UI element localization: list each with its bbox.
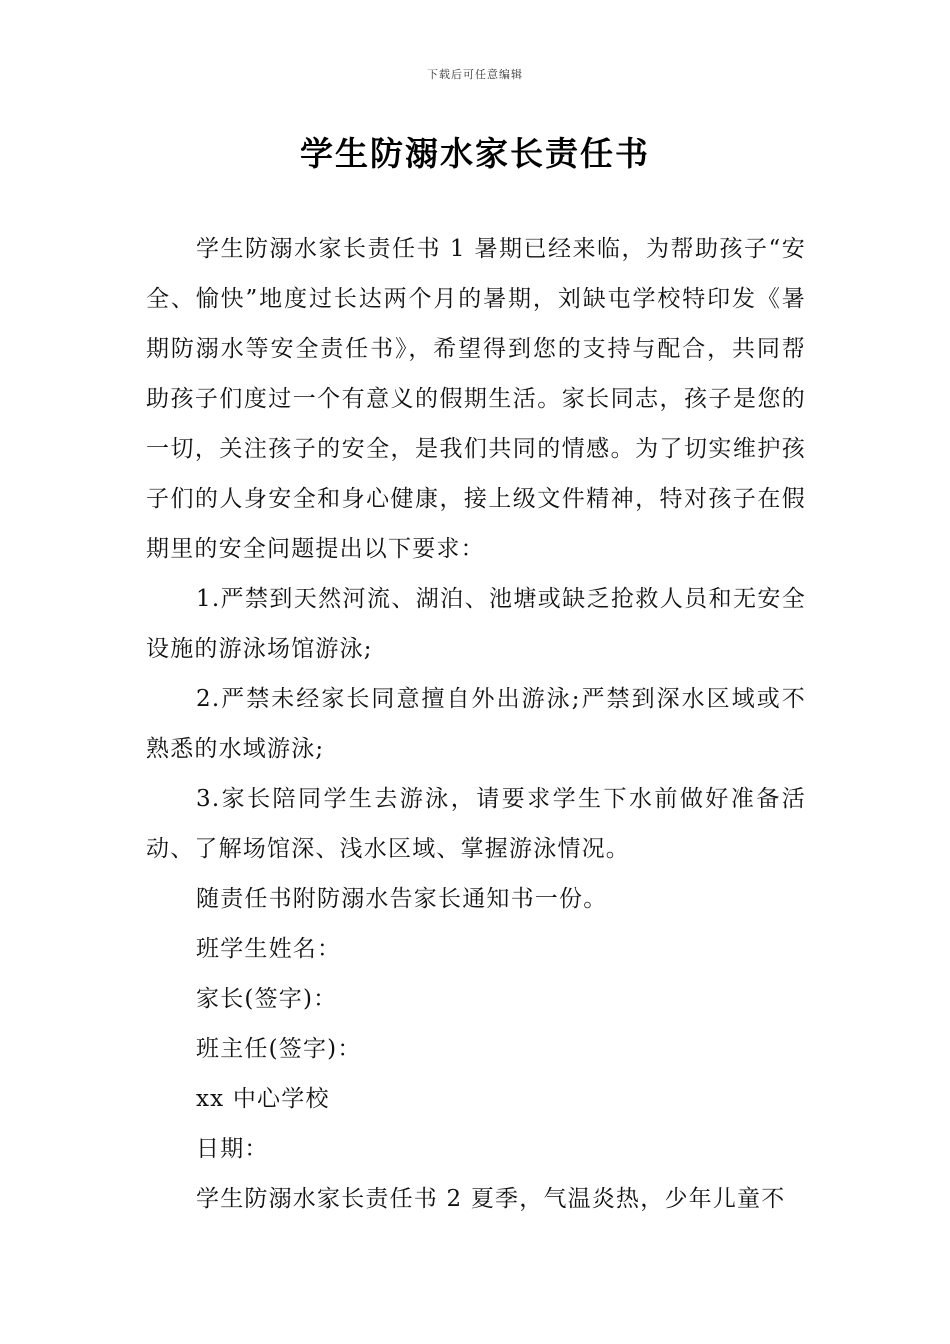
parent-signature-line: 家长(签字)： bbox=[196, 986, 338, 1012]
paragraph-rule-2: 2.严禁未经家长同意擅自外出游泳;严禁到深水区域或不熟悉的水域游泳; bbox=[146, 686, 806, 762]
student-name-line: 班学生姓名： bbox=[196, 936, 342, 962]
document-body bbox=[146, 224, 806, 1224]
paragraph-second-letter: 学生防溺水家长责任书 2 夏季，气温炎热，少年儿童不 bbox=[196, 1186, 786, 1212]
teacher-signature-line: 班主任(签字)： bbox=[196, 1036, 362, 1062]
header-note: 下载后可任意编辑 bbox=[427, 68, 523, 81]
paragraph-attachment-note: 随责任书附防溺水告家长通知书一份。 bbox=[196, 886, 608, 912]
paragraph-rule-1: 1.严禁到天然河流、湖泊、池塘或缺乏抢救人员和无安全设施的游泳场馆游泳; bbox=[146, 586, 806, 662]
paragraph-rule-3: 3.家长陪同学生去游泳，请要求学生下水前做好准备活动、了解场馆深、浅水区域、掌握游泳情况。 bbox=[146, 786, 806, 862]
paragraph-intro: 学生防溺水家长责任书 1 暑期已经来临，为帮助孩子“安全、愉快”地度过长达两个月的暑期，刘缺屯学校特印发《暑期防溺水等安全责任书》，希望得到您的支持与配合，共同帮助孩子们度过一个有意义的假期生活。家长同志，孩子是您的一切，关注孩子的安全，是我们共同的情感。为了切实维护孩子们的人身安全和身心健康，接上级文件精神，特对孩子在假期里的安全问题提出以下要求： bbox=[146, 236, 806, 562]
date-line: 日期： bbox=[196, 1136, 269, 1162]
school-name-line: xx 中心学校 bbox=[196, 1086, 330, 1112]
document-title: 学生防溺水家长责任书 bbox=[300, 134, 650, 173]
